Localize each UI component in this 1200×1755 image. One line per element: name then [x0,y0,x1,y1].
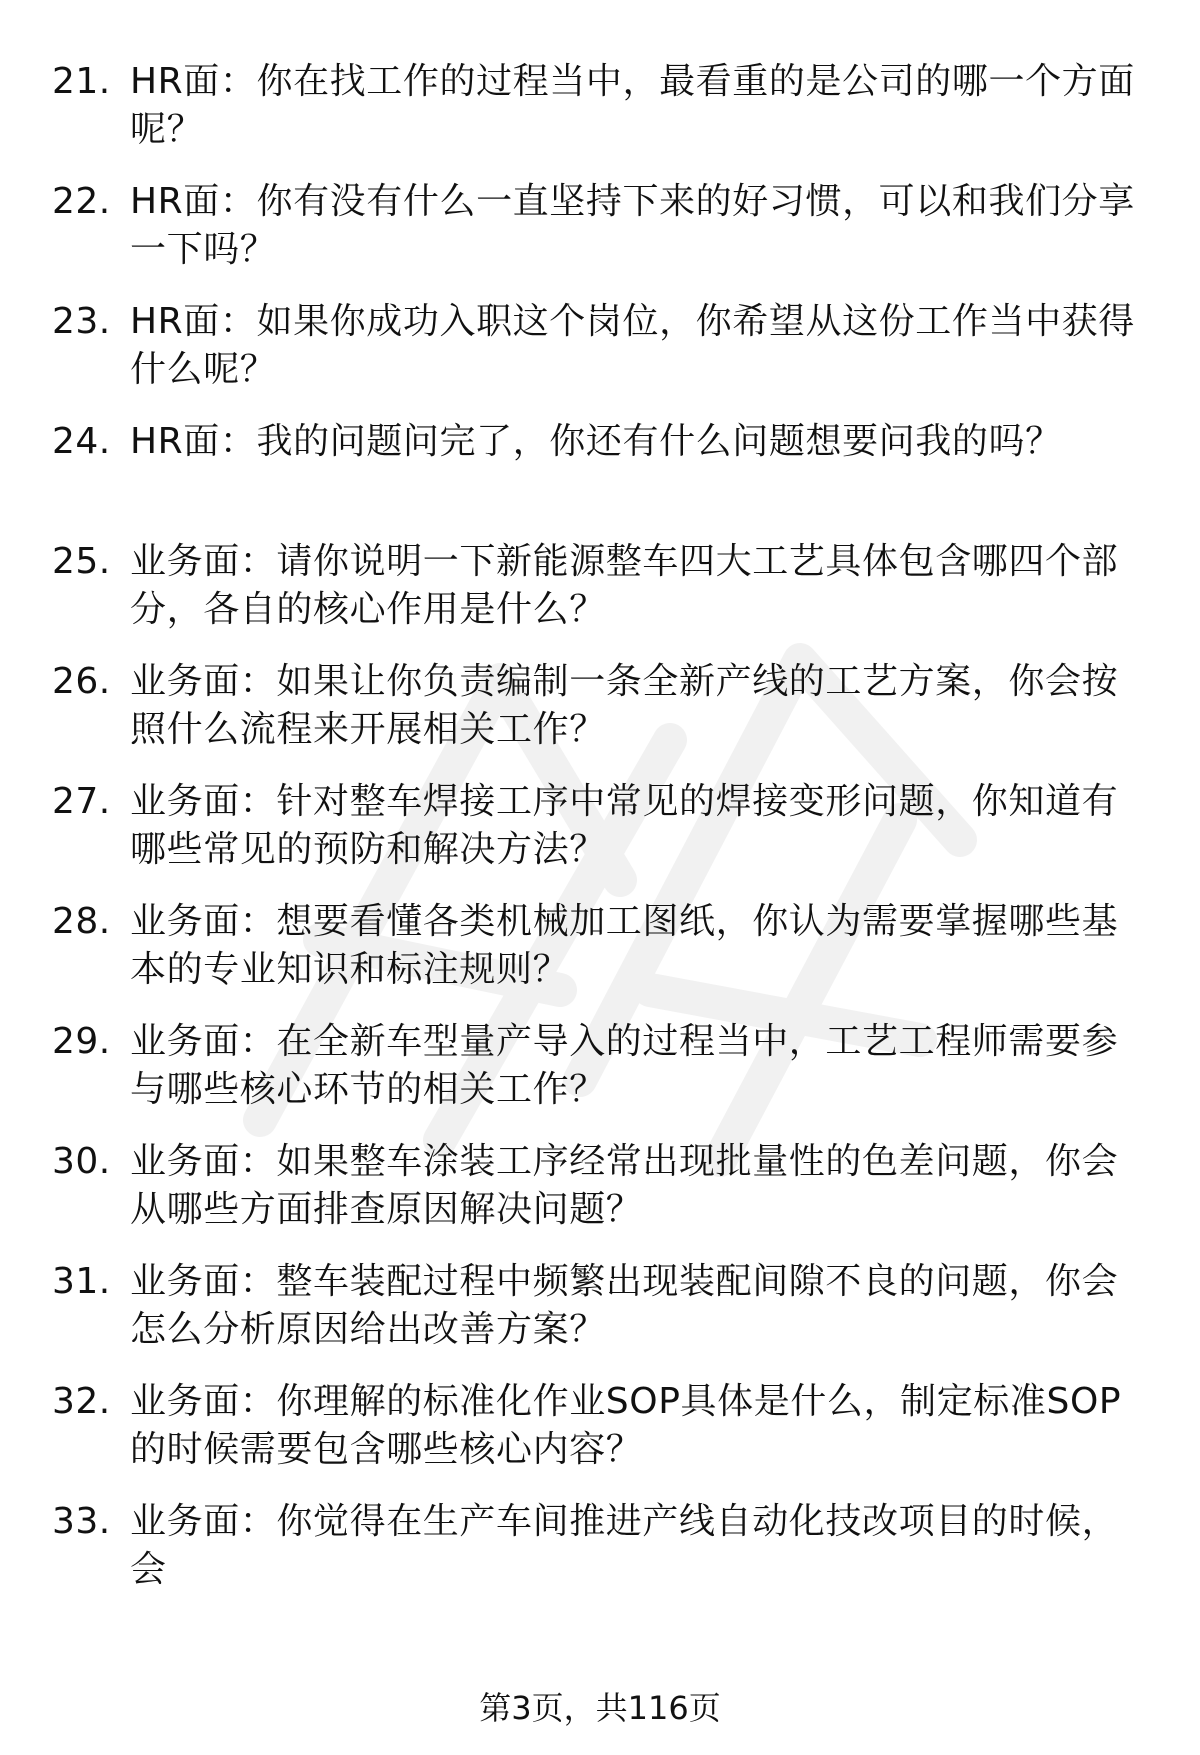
question-item [0,1378,1200,1498]
question-item [0,1258,1200,1378]
question-text: 业务面：如果整车涂装工序经常出现批量性的色差问题，你会从哪些方面排查原因解决问题？ [130,1141,1119,1230]
question-number: 22. [52,181,111,222]
page-footer: 第3页，共116页 [479,1689,721,1727]
question-number: 21. [52,61,111,102]
question-number: 29. [52,1021,111,1062]
question-text: HR面：如果你成功入职这个岗位，你希望从这份工作当中获得什么呢？ [130,301,1135,390]
question-number: 31. [52,1261,111,1302]
question-text: HR面：我的问题问完了，你还有什么问题想要问我的吗？ [130,421,1062,462]
question-number: 28. [52,901,111,942]
question-item [0,178,1200,298]
question-text: 业务面：请你说明一下新能源整车四大工艺具体包含哪四个部分，各自的核心作用是什么？ [130,541,1119,630]
question-text: 业务面：你觉得在生产车间推进产线自动化技改项目的时候，会 [130,1501,1119,1590]
question-number: 27. [52,781,111,822]
question-item [0,1018,1200,1138]
question-text: 业务面：如果让你负责编制一条全新产线的工艺方案，你会按照什么流程来开展相关工作？ [130,661,1119,750]
question-text: HR面：你有没有什么一直坚持下来的好习惯，可以和我们分享一下吗？ [130,181,1135,270]
question-text: 业务面：针对整车焊接工序中常见的焊接变形问题，你知道有哪些常见的预防和解决方法？ [130,781,1119,870]
question-number: 24. [52,421,111,462]
question-text: 业务面：你理解的标准化作业SOP具体是什么，制定标准SOP的时候需要包含哪些核心内容？ [130,1381,1122,1470]
question-text: 业务面：想要看懂各类机械加工图纸，你认为需要掌握哪些基本的专业知识和标注规则？ [130,901,1119,990]
question-item [0,1138,1200,1258]
question-number: 25. [52,541,111,582]
question-item [0,658,1200,778]
question-item [0,58,1200,178]
question-number: 33. [52,1501,111,1542]
question-item [0,538,1200,658]
question-item [0,778,1200,898]
question-item [0,298,1200,418]
question-text: 业务面：整车装配过程中频繁出现装配间隙不良的问题，你会怎么分析原因给出改善方案？ [130,1261,1119,1350]
question-item [0,418,1200,538]
question-text: HR面：你在找工作的过程当中，最看重的是公司的哪一个方面呢？ [130,61,1135,150]
question-number: 26. [52,661,111,702]
question-item [0,1498,1200,1618]
question-number: 30. [52,1141,111,1182]
question-text: 业务面：在全新车型量产导入的过程当中，工艺工程师需要参与哪些核心环节的相关工作？ [130,1021,1119,1110]
question-number: 23. [52,301,111,342]
question-number: 32. [52,1381,111,1422]
question-list [0,58,1200,1618]
question-item [0,898,1200,1018]
